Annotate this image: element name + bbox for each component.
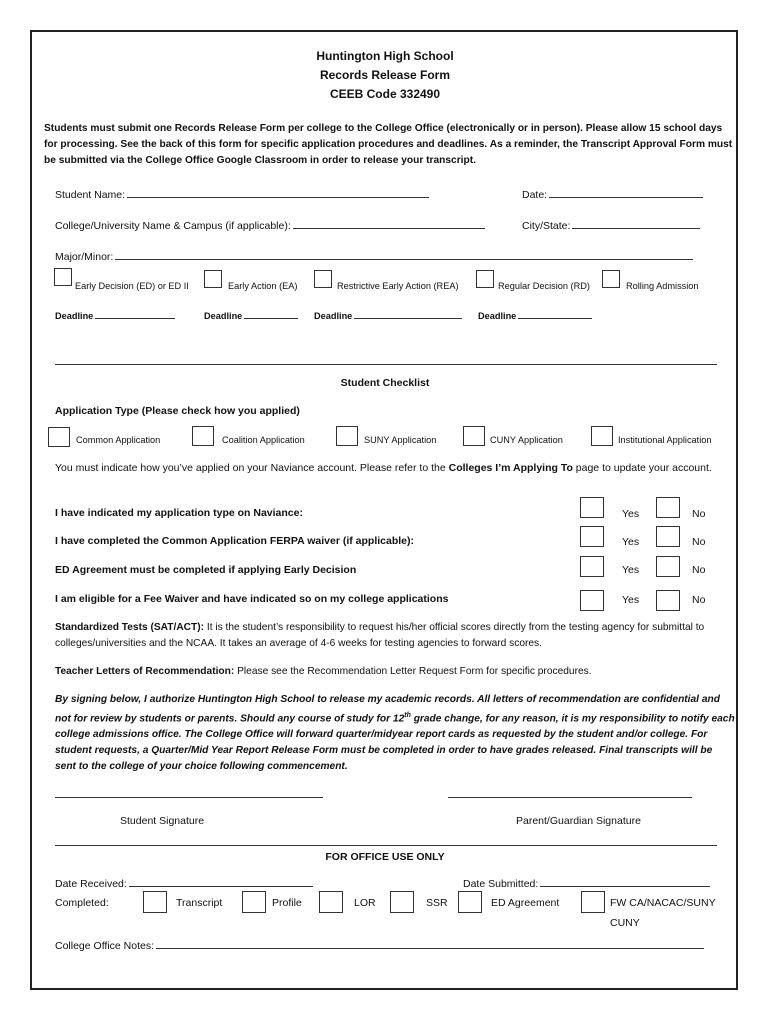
institutional-app-label: Institutional Application [618,435,712,445]
common-app-checkbox[interactable] [48,427,70,447]
application-type-title: Application Type (Please check how you applied) [55,405,300,417]
regular-decision-checkbox[interactable] [476,270,494,288]
transcript-checkbox[interactable] [143,891,167,913]
ceeb-code: CEEB Code 332490 [329,87,441,101]
date-received-field[interactable] [55,876,313,890]
restrictive-early-action-label: Restrictive Early Action (REA) [337,281,459,291]
naviance-note: You must indicate how you’ve applied on your Naviance account. Please refer to the Colleges I’m Applying To page to update your account. [55,462,712,474]
naviance-no-label: No [692,508,706,520]
deadline-ea[interactable]: Deadline [204,309,298,321]
common-app-label: Common Application [76,435,161,445]
rolling-admission-checkbox[interactable] [602,270,620,288]
office-notes-label: College Office Notes: [55,940,155,952]
college-field[interactable] [55,218,485,232]
office-divider [55,845,717,846]
completed-label: Completed: [55,897,109,909]
city-state-label: City/State: [522,220,571,232]
cuny-app-label: CUNY Application [490,435,563,445]
section-divider [55,364,717,365]
ed-agreement-no-checkbox[interactable] [656,556,680,577]
ferpa-no-label: No [692,536,706,548]
rolling-admission-label: Rolling Admission [626,281,699,291]
lor-label: LOR [354,897,376,909]
suny-app-label: SUNY Application [364,435,437,445]
ed-agreement-yes-checkbox[interactable] [580,556,604,577]
naviance-no-checkbox[interactable] [656,497,680,518]
restrictive-early-action-checkbox[interactable] [314,270,332,288]
parent-signature-label: Parent/Guardian Signature [516,815,641,827]
form-name: Records Release Form [319,68,451,82]
checklist-item-ed-agreement: ED Agreement must be completed if applying Early Decision [55,564,357,576]
intro-text: Students must submit one Records Release Form per college to the College Office (electronically or in person). Please allow 15 school days for processing. See the back of this form for specific application procedures and deadlines. As a reminder, the Transcript Approval Form must be submitted via the College Office Google Classroom in order to release your transcript. [44,123,733,166]
teacher-letters-note: Teacher Letters of Recommendation: Please see the Recommendation Letter Request Form for specific procedures. [55,666,592,677]
fee-waiver-yes-label: Yes [622,594,640,606]
ed-agreement-office-checkbox[interactable] [458,891,482,913]
lor-checkbox[interactable] [319,891,343,913]
date-submitted-field[interactable] [463,876,710,890]
college-label: College/University Name & Campus (if applicable): [55,220,291,232]
school-name: Huntington High School [316,49,454,63]
early-decision-label: Early Decision (ED) or ED II [75,281,189,291]
student-name-label: Student Name: [55,189,126,201]
naviance-yes-label: Yes [622,508,640,520]
parent-signature-line[interactable] [448,797,692,798]
city-state-field[interactable] [522,218,700,232]
institutional-app-checkbox[interactable] [591,426,613,446]
date-submitted-label: Date Submitted: [463,878,539,890]
ssr-checkbox[interactable] [390,891,414,913]
coalition-app-label: Coalition Application [222,435,305,445]
fw-checkbox[interactable] [581,891,605,913]
profile-checkbox[interactable] [242,891,266,913]
student-signature-line[interactable] [55,797,323,798]
date-field[interactable] [522,187,703,201]
standardized-tests-note: Standardized Tests (SAT/ACT): It is the student’s responsibility to request his/her official scores directly from the testing agency for submittal to colleges/universities and the NCAA. It takes an average of 4-6 weeks for testing agencies to forward scores. [55,622,705,649]
fw-label-line2: CUNY [610,917,640,929]
office-use-title: FOR OFFICE USE ONLY [325,851,445,863]
deadline-ed[interactable]: Deadline [55,309,175,321]
fee-waiver-no-label: No [692,594,706,606]
ed-agreement-office-label: ED Agreement [491,897,560,909]
ssr-label: SSR [426,897,448,909]
ed-agreement-yes-label: Yes [622,564,640,576]
fw-label-line1: FW CA/NACAC/SUNY [610,897,716,909]
date-label: Date: [522,189,548,201]
early-action-checkbox[interactable] [204,270,222,288]
checklist-title: Student Checklist [340,377,430,389]
suny-app-checkbox[interactable] [336,426,358,446]
student-name-field[interactable] [55,187,429,201]
major-label: Major/Minor: [55,251,114,263]
regular-decision-label: Regular Decision (RD) [498,281,590,291]
deadline-rea[interactable]: Deadline [314,309,462,321]
coalition-app-checkbox[interactable] [192,426,214,446]
checklist-item-naviance: I have indicated my application type on Naviance: [55,507,303,519]
major-field[interactable] [55,249,693,263]
checklist-item-fee-waiver: I am eligible for a Fee Waiver and have indicated so on my college applications [55,593,449,605]
authorization-statement: By signing below, I authorize Huntington High School to release my academic records. All letters of recommendation are confidential and not for review by students or parents. Should any course of study for 12th grade change, for any reason, it is my responsibility to notify each college admissions office. The College Office will forward quarter/midyear report cards as requested by the student and/or college. For student requests, a Quarter/Mid Year Report Release Form must be completed in order to have grades released. Final transcripts will be sent to the college of your choice following commencement. [55,694,735,773]
colleges-applying-page-name: Colleges I’m Applying To [448,462,573,474]
profile-label: Profile [272,897,302,909]
fee-waiver-yes-checkbox[interactable] [580,590,604,611]
ed-agreement-no-label: No [692,564,706,576]
office-notes-field[interactable] [55,938,704,952]
student-signature-label: Student Signature [120,815,205,827]
fee-waiver-no-checkbox[interactable] [656,590,680,611]
early-decision-checkbox[interactable] [54,268,72,286]
cuny-app-checkbox[interactable] [463,426,485,446]
ferpa-no-checkbox[interactable] [656,526,680,547]
early-action-label: Early Action (EA) [228,281,298,291]
deadline-rd[interactable]: Deadline [478,309,592,321]
checklist-item-ferpa: I have completed the Common Application FERPA waiver (if applicable): [55,535,414,547]
naviance-yes-checkbox[interactable] [580,497,604,518]
date-received-label: Date Received: [55,878,127,890]
ferpa-yes-label: Yes [622,536,640,548]
transcript-label: Transcript [176,897,223,909]
ferpa-yes-checkbox[interactable] [580,526,604,547]
